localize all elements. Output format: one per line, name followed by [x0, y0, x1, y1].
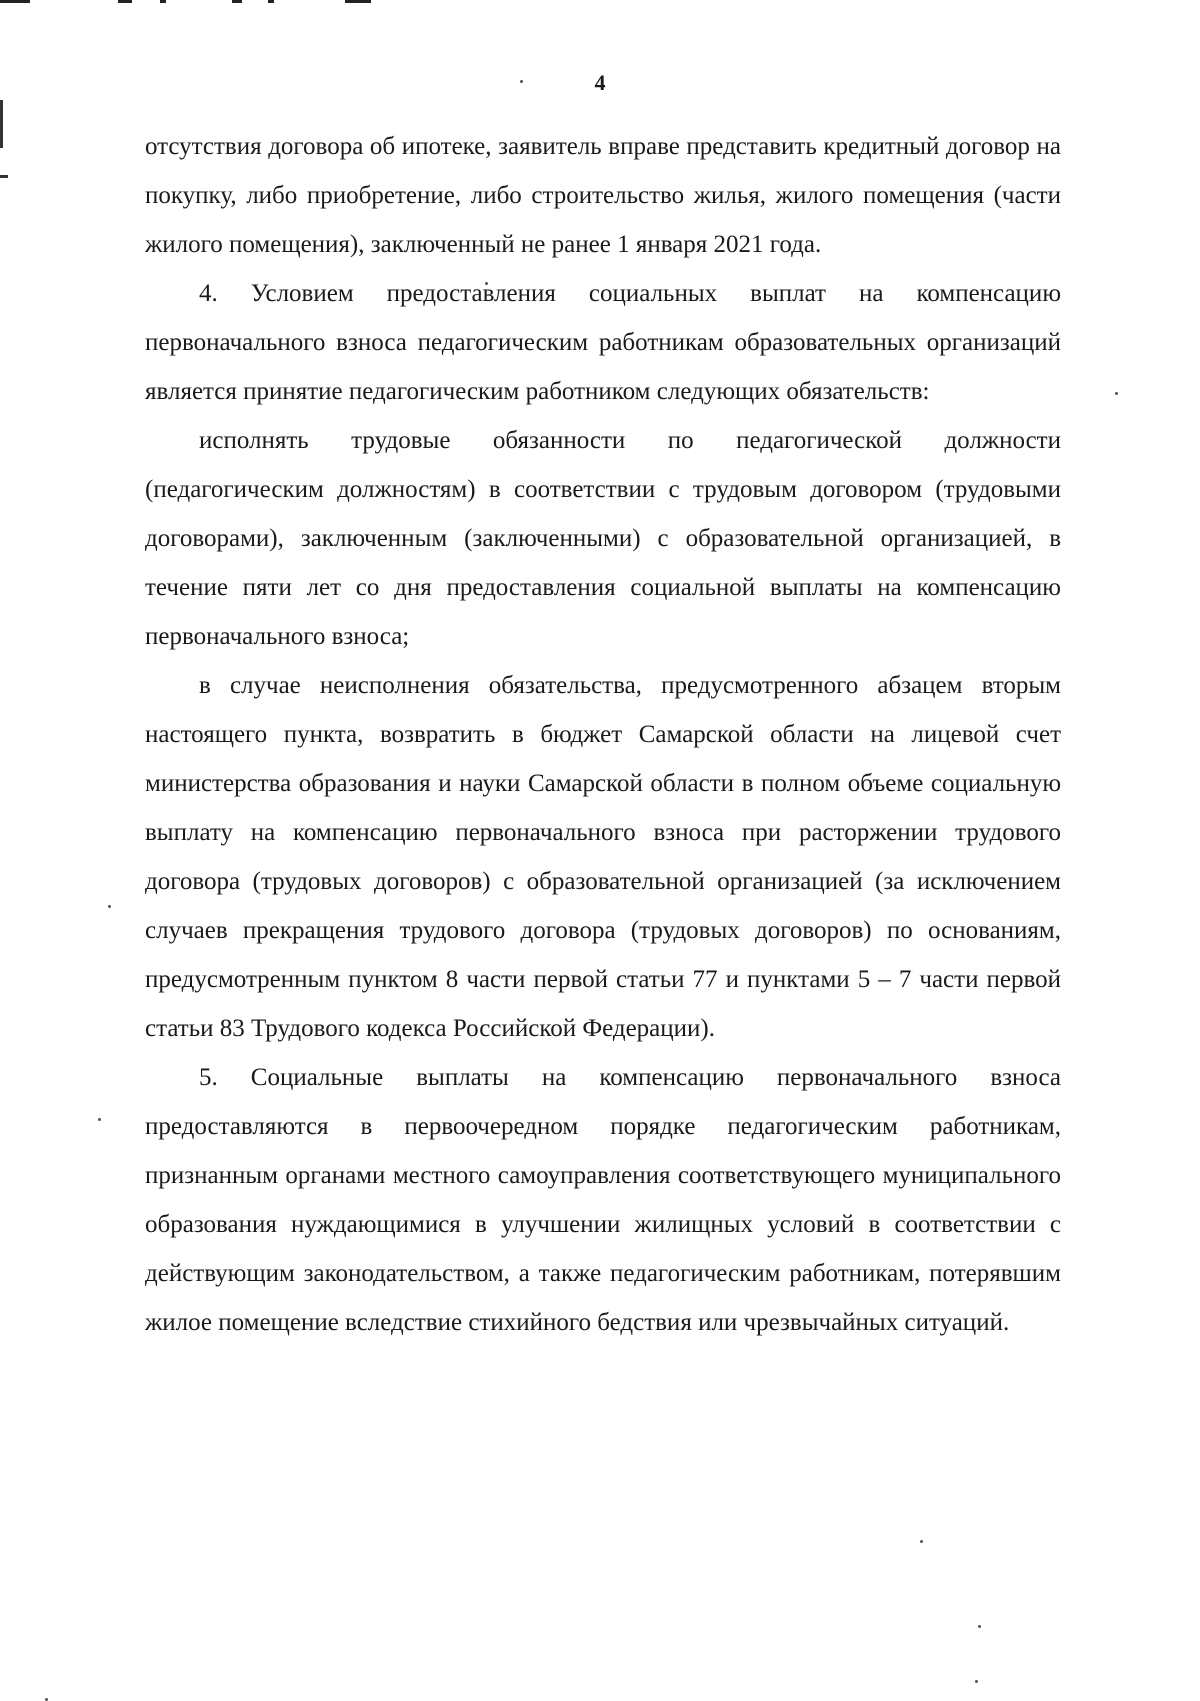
paragraph-continuation: отсутствия договора об ипотеке, заявитель вправе представить кредитный договор на покупку, либо приобретение, либо строительство жилья, жилого помещения (части жилого помещения), заключенный не ранее 1 января 2021 года. — [145, 133, 1061, 258]
paragraph-obligation-employment: исполнять трудовые обязанности по педагогической должности (педагогическим должностям) в соответствии с трудовым договором (трудовыми договорами), заключенным (заключенными) с образовательной организацией, в течение пяти лет со дня предоставления социальной выплаты на компенсацию первоначального взноса; — [145, 427, 1061, 650]
left-edge-artifact — [0, 100, 3, 148]
paragraph-item-5: 5. Социальные выплаты на компенсацию первоначального взноса предоставляются в первоочередном порядке педагогическим работникам, признанным органами местного самоуправления соответствующего муниципального образования нуждающимися в улучшении жилищных условий в соответствии с действующим законодательством, а также педагогическим работникам, потерявшим жилое помещение вследствие стихийного бедствия или чрезвычайных ситуаций. — [145, 1064, 1061, 1336]
scan-speck — [1115, 392, 1118, 395]
document-body — [145, 122, 1061, 1347]
scan-speck — [920, 1540, 923, 1543]
scan-edge-artifact — [0, 0, 380, 6]
page-number: 4 — [594, 70, 606, 95]
scan-speck — [98, 1118, 101, 1121]
paragraph-item-4: 4. Условием предоставления социальных выплат на компенсацию первоначального взноса педагогическим работникам образовательных организаций является принятие педагогическим работником следующих обязательств: — [145, 280, 1061, 405]
scan-speck — [978, 1625, 981, 1628]
scan-speck — [108, 905, 111, 908]
paragraph-obligation-refund: в случае неисполнения обязательства, предусмотренного абзацем вторым настоящего пункта, возвратить в бюджет Самарской области на лицевой счет министерства образования и науки Самарской области в полном объеме социальную выплату на компенсацию первоначального взноса при расторжении трудового договора (трудовых договоров) с образовательной организацией (за исключением случаев прекращения трудового договора (трудовых договоров) по основаниям, предусмотренным пунктом 8 части первой статьи 77 и пунктами 5 – 7 части первой статьи 83 Трудового кодекса Российской Федерации). — [145, 672, 1061, 1042]
scan-speck — [975, 1680, 978, 1683]
left-edge-artifact — [0, 175, 8, 178]
